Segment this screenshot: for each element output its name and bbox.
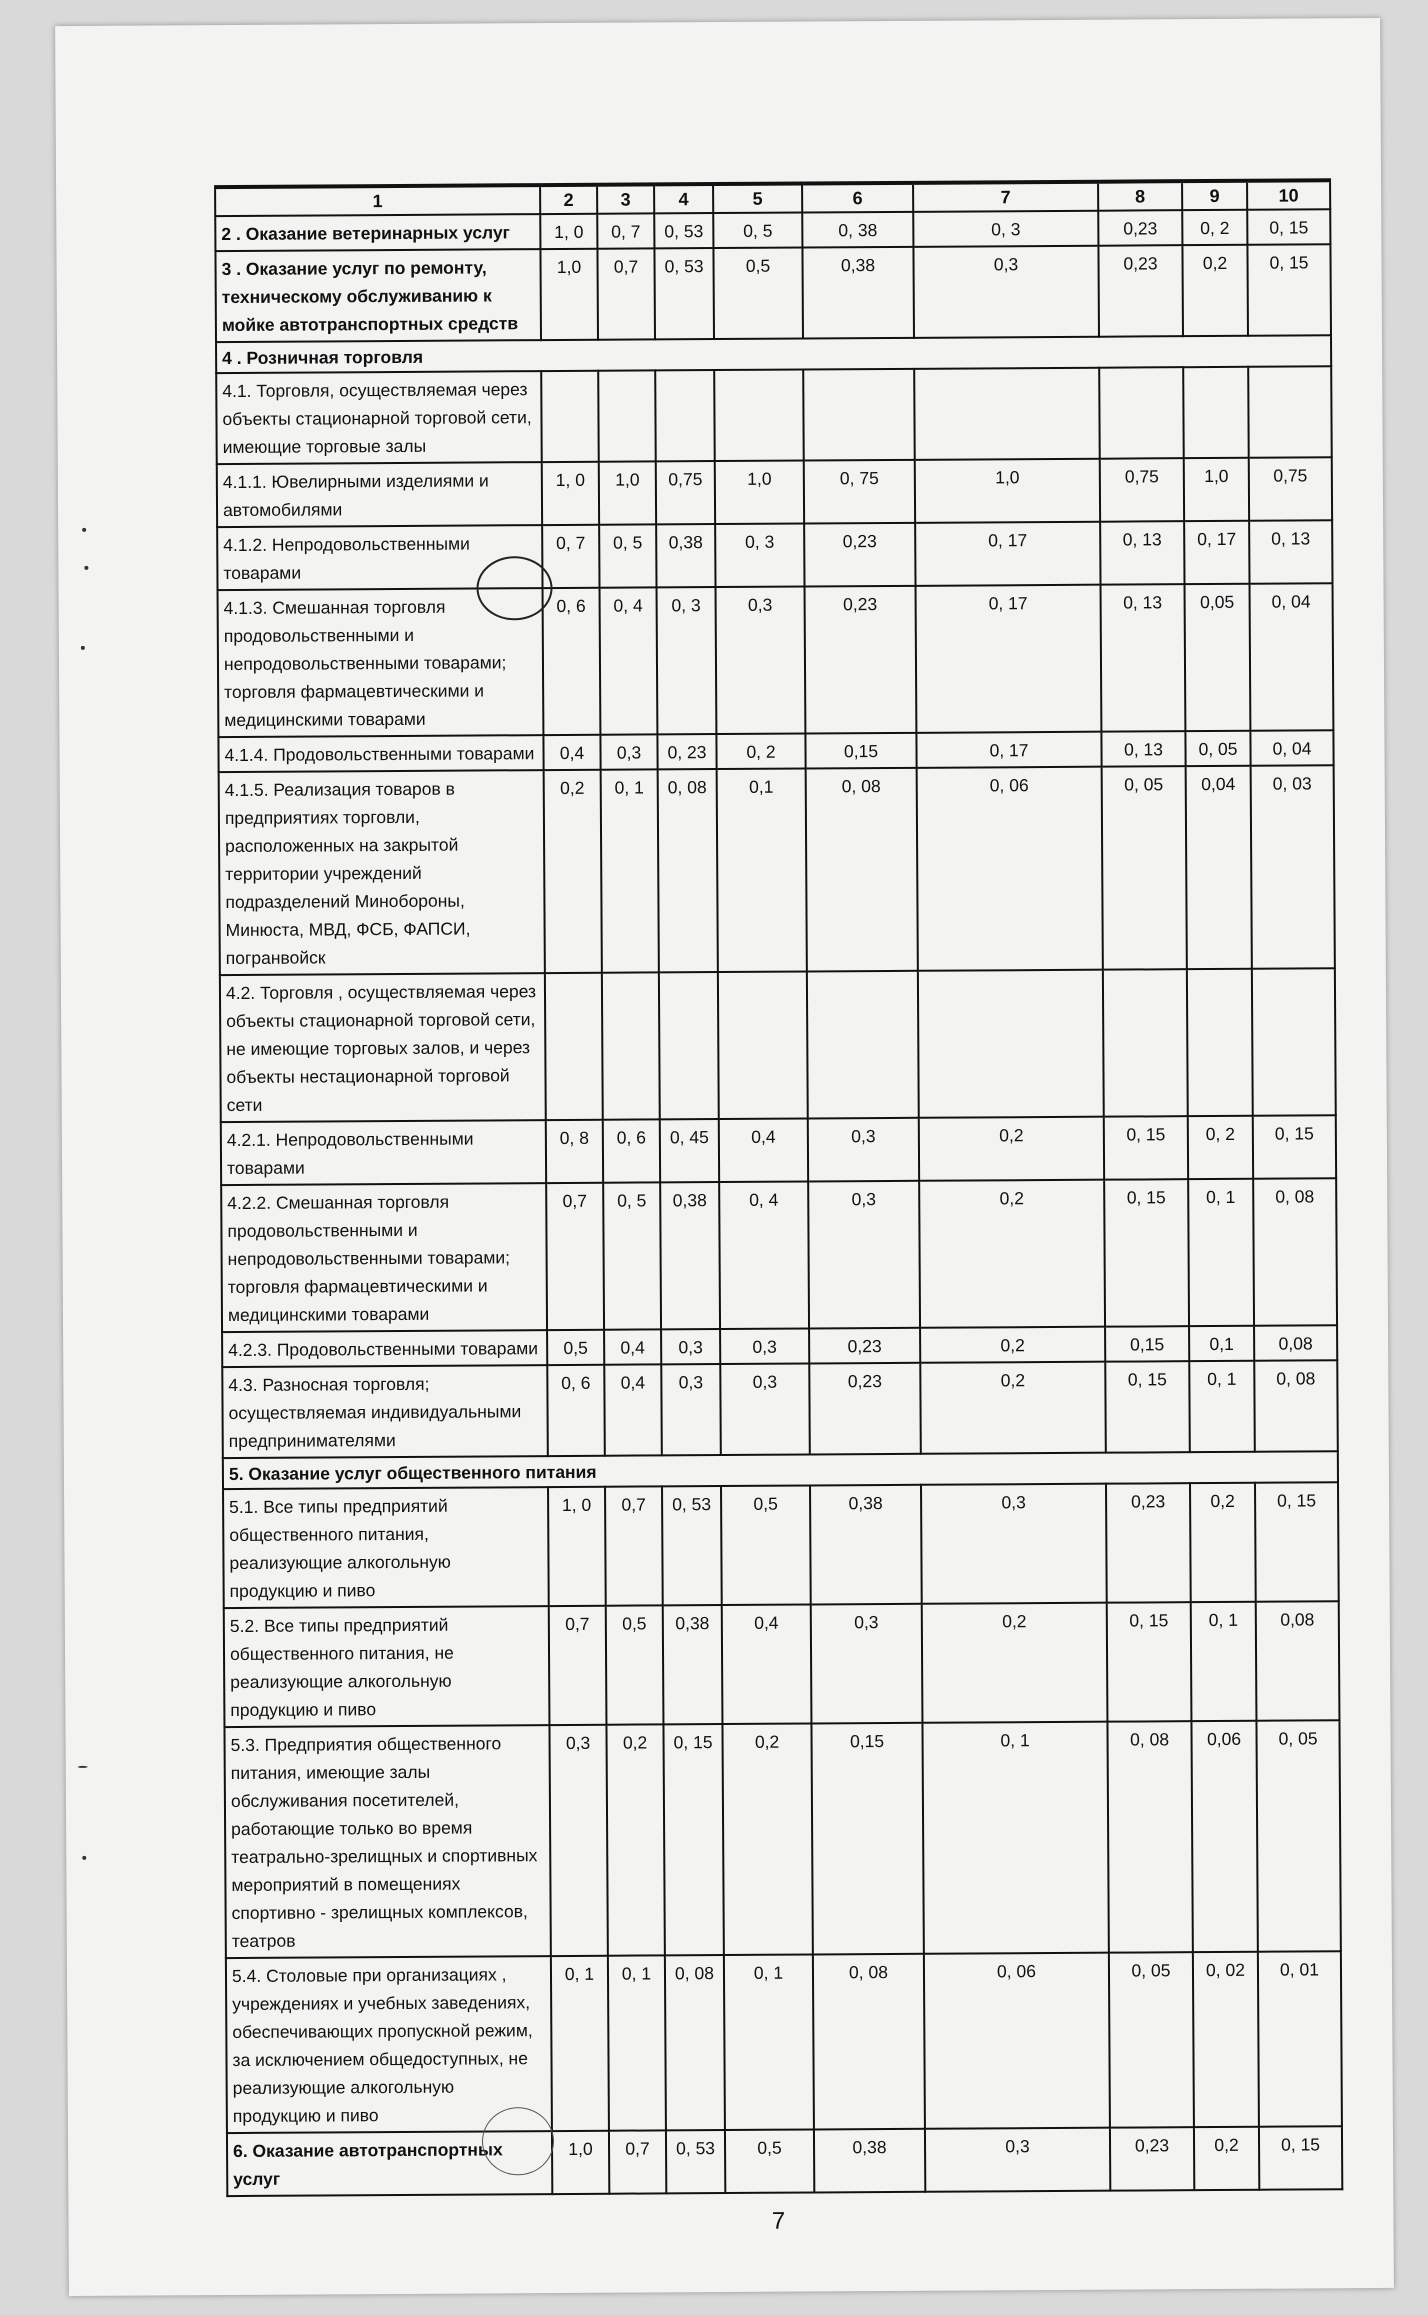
table-cell: 0,2: [1182, 245, 1248, 336]
table-cell: [914, 368, 1100, 460]
table-cell: [1248, 366, 1332, 458]
table-cell: 0, 15: [1255, 1482, 1339, 1602]
table-cell: [545, 973, 603, 1120]
column-header: 9: [1182, 181, 1247, 210]
table-cell: 0,7: [609, 2130, 666, 2193]
table-cell: 0, 08: [1107, 1721, 1192, 1953]
table-cell: 0,2: [920, 1327, 1105, 1363]
table-cell: 1,0: [715, 461, 804, 525]
table-cell: 0, 53: [666, 2130, 725, 2193]
table-cell: 0,4: [719, 1118, 808, 1182]
table-cell: 0, 05: [1102, 766, 1187, 970]
table-cell: 0,08: [1254, 1325, 1337, 1361]
row-label: 4.2.3. Продовольственными товарами: [222, 1330, 547, 1367]
table-cell: 0, 13: [1101, 584, 1186, 732]
table-cell: [655, 370, 715, 461]
table-cell: 0,23: [1098, 245, 1183, 337]
table-cell: 0, 15: [663, 1724, 723, 1955]
table-cell: [1103, 969, 1188, 1117]
table-cell: 0,4: [543, 735, 600, 770]
table-cell: 0, 2: [1188, 1116, 1253, 1179]
table-cell: 0, 3: [657, 587, 717, 734]
table-cell: 0, 5: [603, 1182, 661, 1329]
table-cell: 0,7: [597, 248, 655, 339]
table-cell: 0, 45: [660, 1119, 719, 1182]
table-cell: 0, 1: [551, 1956, 609, 2131]
table-cell: [1252, 968, 1336, 1116]
table-cell: 0, 6: [603, 1119, 660, 1182]
column-header: 2: [540, 185, 597, 214]
column-header: 8: [1098, 181, 1182, 211]
table-cell: 0, 6: [543, 588, 601, 735]
table-cell: 0,23: [804, 523, 915, 587]
table-cell: 0,2: [1194, 2127, 1259, 2190]
table-cell: 0, 08: [658, 769, 718, 972]
table-cell: 0,5: [725, 2129, 814, 2193]
table-cell: 0,23: [805, 586, 917, 734]
table-cell: 0,2: [1190, 1483, 1256, 1602]
row-label: 4.1. Торговля, осуществляемая через объекты стационарной торговой сети, имеющие торговые залы: [216, 371, 542, 464]
table-cell: 0, 7: [597, 213, 654, 248]
table-cell: 0, 4: [719, 1181, 809, 1329]
table-cell: 0, 15: [1107, 1602, 1192, 1722]
table-cell: 0,3: [808, 1181, 920, 1329]
table-cell: [602, 972, 660, 1119]
row-label: 4.2.2. Смешанная торговля продовольственными и непродовольственными товарами; торговля фармацевтическими и медицинскими товарами: [221, 1183, 547, 1332]
row-label: 5.4. Столовые при организациях , учреждениях и учебных заведениях, обеспечивающих пропускной режим, за исключением общедоступных, не реализующие алкогольную продукцию и пиво: [226, 1956, 552, 2133]
table-cell: 0, 08: [813, 1954, 925, 2130]
table-cell: 0, 03: [1251, 765, 1335, 969]
table-cell: 0, 1: [601, 769, 659, 972]
table-cell: 0,3: [925, 2128, 1110, 2192]
table-cell: [803, 369, 915, 461]
table-cell: 0, 08: [806, 768, 918, 972]
table-cell: 0, 6: [547, 1365, 605, 1456]
table-cell: 0, 1: [608, 1955, 666, 2130]
row-label: 3 . Оказание услуг по ремонту, техническому обслуживанию к мойке автотранспортных средств: [215, 249, 541, 342]
table-cell: 0, 15: [1247, 209, 1330, 245]
table-cell: 0,2: [922, 1603, 1108, 1723]
table-cell: 0,3: [808, 1118, 919, 1182]
table-cell: 0, 05: [1109, 1952, 1194, 2128]
table-cell: 0, 53: [662, 1486, 722, 1605]
table-cell: 0,7: [549, 1606, 607, 1725]
table-cell: 0,15: [811, 1723, 923, 1955]
table-cell: 1, 0: [548, 1487, 606, 1606]
row-label: 4.1.2. Непродовольственными товарами: [217, 525, 542, 590]
table-cell: 0, 17: [916, 732, 1101, 768]
table-cell: 0,7: [605, 1486, 663, 1605]
table-cell: [807, 971, 919, 1119]
table-row: [221, 1178, 1337, 1332]
table-cell: 0, 38: [802, 212, 913, 248]
table-row: [219, 765, 1335, 975]
table-cell: 0, 06: [924, 1953, 1110, 2129]
table-cell: 0, 15: [1104, 1116, 1188, 1180]
table-cell: 1,0: [540, 249, 598, 340]
table-cell: 0, 53: [654, 248, 714, 339]
table-row: [216, 366, 1332, 464]
table-cell: [598, 370, 656, 461]
table-cell: 0,1: [1189, 1326, 1254, 1361]
table-cell: 0,5: [547, 1330, 604, 1365]
table-cell: 0, 04: [1250, 583, 1334, 731]
table-cell: [718, 971, 808, 1119]
table-cell: 0, 15: [1247, 244, 1331, 336]
table-row: [223, 1482, 1339, 1608]
table-cell: 0, 08: [1254, 1360, 1338, 1452]
table-cell: 0,5: [721, 1485, 811, 1605]
table-cell: 0,2: [919, 1180, 1105, 1328]
table-cell: 0,4: [722, 1604, 812, 1724]
document-page: [55, 18, 1394, 2296]
table-cell: 0,23: [1110, 2127, 1194, 2191]
table-cell: 0,7: [546, 1183, 604, 1330]
table-cell: 0, 13: [1100, 521, 1184, 585]
table-cell: 0,3: [720, 1328, 809, 1364]
table-cell: 0,3: [600, 734, 657, 769]
table-cell: 0, 23: [657, 734, 716, 769]
table-cell: [1183, 367, 1249, 458]
table-cell: 0,3: [549, 1725, 607, 1956]
table-cell: [541, 371, 599, 462]
table-cell: 0, 15: [1105, 1361, 1190, 1453]
table-cell: 0, 06: [917, 767, 1103, 971]
scan-speck: [82, 1856, 86, 1860]
table-cell: 1, 0: [540, 214, 597, 249]
table-cell: 0,38: [814, 2129, 925, 2193]
table-cell: 0,2: [919, 1117, 1104, 1181]
table-cell: [1099, 367, 1184, 459]
table-cell: 0, 05: [1256, 1720, 1340, 1952]
table-cell: 0, 15: [1259, 2126, 1342, 2190]
table-cell: 0,23: [809, 1328, 920, 1364]
table-cell: 0, 04: [1250, 730, 1333, 766]
hand-drawn-circle: [476, 556, 552, 620]
row-label: 4.1.3. Смешанная торговля продовольственными и непродовольственными товарами; торговля фармацевтическими и медицинскими товарами: [218, 588, 544, 737]
table-cell: 0,2: [606, 1724, 664, 1955]
table-cell: 0,3: [811, 1604, 923, 1724]
table-cell: 1,0: [1184, 458, 1249, 521]
table-cell: 0,3: [716, 587, 806, 735]
table-row: [217, 457, 1332, 527]
table-cell: 0, 13: [1249, 520, 1332, 584]
row-label: 6. Оказание автотранспортных услуг: [227, 2131, 552, 2196]
table-cell: 0,75: [1249, 457, 1332, 521]
table-cell: 0,05: [1185, 584, 1251, 731]
table-cell: 0,15: [1105, 1326, 1189, 1362]
table-row: [227, 2126, 1342, 2196]
table-cell: [659, 972, 719, 1119]
table-cell: 0, 08: [1253, 1178, 1337, 1326]
table-row: [220, 968, 1336, 1122]
table-cell: 0, 75: [804, 460, 915, 524]
table-cell: 0, 53: [654, 213, 713, 248]
table-cell: 0, 2: [1182, 210, 1247, 245]
table-cell: 0,38: [660, 1182, 720, 1329]
coefficient-table: [214, 178, 1343, 2197]
scan-speck: [78, 1766, 88, 1768]
table-cell: 0,3: [913, 246, 1099, 338]
row-label: 4.3. Разносная торговля; осуществляемая индивидуальными предпринимателями: [222, 1365, 548, 1458]
table-cell: 0, 7: [542, 525, 599, 588]
column-header: 7: [913, 182, 1098, 212]
table-cell: 0, 1: [922, 1722, 1108, 1954]
table-cell: 0,3: [661, 1364, 721, 1455]
row-label: 4.1.4. Продовольственными товарами: [218, 735, 543, 772]
table-row: [221, 1115, 1336, 1185]
table-cell: 0, 5: [599, 524, 656, 587]
table-cell: 0,4: [604, 1329, 661, 1364]
table-row: [224, 1720, 1340, 1958]
table-row: [226, 1951, 1342, 2133]
table-cell: 0, 3: [715, 524, 804, 588]
table-cell: 0, 17: [1184, 521, 1249, 584]
table-cell: 0, 1: [1189, 1361, 1255, 1452]
table-cell: 0,15: [805, 733, 916, 769]
table-cell: [1187, 969, 1253, 1116]
table-row: [217, 520, 1332, 590]
table-row: [218, 583, 1334, 737]
table-row: [224, 1601, 1340, 1727]
table-cell: 0, 4: [600, 587, 658, 734]
table-cell: 1, 0: [542, 462, 599, 525]
row-label: 5.2. Все типы предприятий общественного питания, не реализующие алкогольную продукцию и пиво: [224, 1606, 550, 1727]
table-cell: 0, 3: [913, 211, 1098, 247]
table-cell: 0, 13: [1101, 731, 1185, 767]
table-cell: 0, 1: [1188, 1179, 1254, 1326]
row-label: 4.2. Торговля , осуществляемая через объекты стационарной торговой сети, не имеющие торговых залов, и через объекты нестационарной торговой сети: [220, 973, 546, 1122]
table-cell: 0,2: [722, 1723, 812, 1955]
table-cell: 0,23: [1106, 1483, 1191, 1603]
column-header: 1: [215, 185, 540, 216]
table-cell: 0, 1: [1191, 1602, 1257, 1721]
scan-speck: [84, 566, 88, 570]
column-header: 5: [713, 184, 802, 214]
scan-speck: [82, 528, 86, 532]
table-cell: 0,3: [720, 1363, 810, 1455]
table-cell: 0,04: [1186, 766, 1252, 969]
table-cell: 0,75: [1100, 458, 1184, 522]
table-cell: 0,08: [1256, 1601, 1340, 1721]
table-cell: 0,3: [921, 1484, 1107, 1604]
row-label: 4.2.1. Непродовольственными товарами: [221, 1120, 546, 1185]
table-cell: 1,0: [915, 459, 1100, 523]
table-cell: 0, 2: [716, 733, 805, 769]
hand-drawn-circle: [482, 2107, 554, 2175]
table-cell: 0, 1: [724, 1954, 814, 2130]
table-cell: 0,5: [713, 248, 803, 340]
table-cell: [918, 970, 1104, 1118]
column-header: 6: [802, 183, 913, 213]
table-cell: 0,3: [661, 1329, 720, 1364]
row-label: 5.3. Предприятия общественного питания, имеющие залы обслуживания посетителей, работающие только во время театрально-зрелищных и спортивных мероприятий в помещениях спортивно - зрелищных комплексов, театров: [224, 1725, 550, 1958]
table-cell: 0,23: [809, 1363, 921, 1455]
row-label: 2 . Оказание ветеринарных услуг: [215, 214, 540, 251]
table-cell: 0,38: [663, 1605, 723, 1724]
table-cell: 0, 02: [1193, 1952, 1259, 2127]
column-header: 3: [597, 184, 654, 213]
table-row: [215, 244, 1331, 342]
page-number: 7: [771, 2207, 786, 2235]
table-cell: 1,0: [552, 2131, 609, 2194]
table-cell: 0,38: [810, 1485, 922, 1605]
table-cell: [714, 370, 804, 462]
table-cell: 0, 17: [915, 522, 1100, 586]
row-label: 4.1.5. Реализация товаров в предприятиях торговли, расположенных на закрытой территории учреждений подразделений Минобороны, Минюста, МВД, ФСБ, ФАПСИ, погранвойск: [219, 770, 545, 975]
table-cell: 0,4: [604, 1364, 662, 1455]
section-label: 4 . Розничная торговля: [216, 335, 1331, 373]
row-label: 5.1. Все типы предприятий общественного питания, реализующие алкогольную продукцию и пиво: [223, 1487, 549, 1608]
row-label: 4.1.1. Ювелирными изделиями и автомобилями: [217, 462, 542, 527]
column-header: 4: [654, 184, 713, 213]
table-cell: 0, 01: [1258, 1951, 1342, 2127]
table-cell: 0,06: [1191, 1721, 1257, 1952]
table-cell: 0,38: [656, 524, 715, 587]
table-cell: 0,1: [717, 768, 807, 972]
column-header: 10: [1247, 180, 1330, 210]
table-cell: 0, 15: [1104, 1179, 1189, 1327]
table-cell: 0,2: [544, 770, 602, 973]
scan-speck: [81, 646, 85, 650]
table-cell: 0, 05: [1185, 731, 1250, 766]
section-label: 5. Оказание услуг общественного питания: [223, 1451, 1338, 1489]
table-row: [222, 1360, 1338, 1458]
table-cell: 0, 8: [546, 1120, 603, 1183]
table-cell: 1,0: [599, 461, 656, 524]
table-cell: 0,2: [920, 1362, 1106, 1454]
table-cell: 0,23: [1098, 210, 1182, 246]
table-cell: 0,75: [656, 461, 715, 524]
table-cell: 0,38: [802, 247, 914, 339]
table-cell: 0, 5: [713, 213, 802, 249]
table-cell: 0, 08: [665, 1955, 725, 2130]
table-cell: 0, 15: [1253, 1115, 1336, 1179]
table-cell: 0,5: [606, 1605, 664, 1724]
table-cell: 0, 17: [916, 585, 1102, 733]
